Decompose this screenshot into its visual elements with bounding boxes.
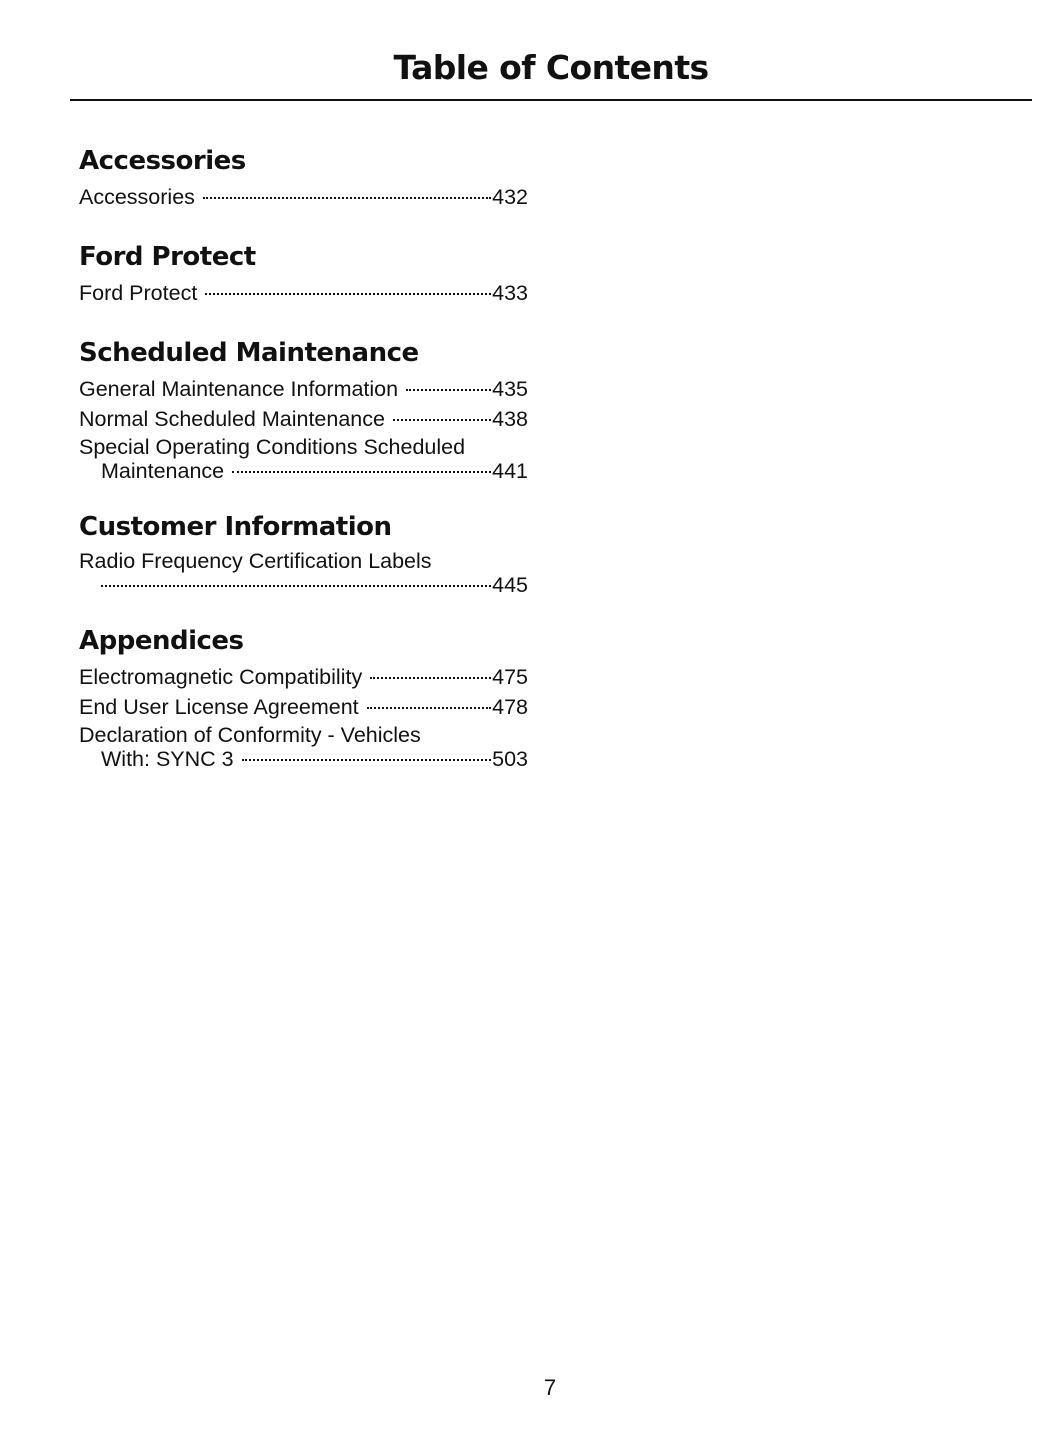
toc-entry[interactable] <box>79 374 528 404</box>
toc-entry-page: 433 <box>492 281 528 305</box>
section-heading: Ford Protect <box>79 242 256 272</box>
toc-entry-page: 445 <box>492 573 528 597</box>
toc-section-accessories <box>79 143 528 212</box>
toc-entry-label: Ford Protect <box>79 281 198 305</box>
section-heading: Customer Information <box>79 512 392 542</box>
section-heading: Accessories <box>79 146 246 176</box>
toc-entry-label: Declaration of Conformity - Vehicles <box>79 723 421 747</box>
page-number: 7 <box>543 1375 557 1400</box>
toc-entry-label: Accessories <box>79 185 195 209</box>
toc-entry-label: Electromagnetic Compatibility <box>79 665 363 689</box>
section-heading: Scheduled Maintenance <box>79 338 419 368</box>
toc-entry[interactable] <box>79 548 528 596</box>
toc-entry[interactable] <box>79 662 528 692</box>
toc-entry[interactable] <box>79 434 528 482</box>
dot-leader <box>393 419 491 421</box>
toc-entry-label-continued: With: SYNC 3 <box>101 747 234 771</box>
dot-leader <box>242 759 492 761</box>
table-of-contents <box>79 143 528 797</box>
toc-section-scheduled-maintenance <box>79 335 528 482</box>
dot-leader <box>101 585 491 587</box>
toc-entry-label: End User License Agreement <box>79 695 359 719</box>
dot-leader <box>205 293 491 295</box>
toc-entry-page: 438 <box>492 407 528 431</box>
toc-entry-label: Radio Frequency Certification Labels <box>79 549 432 573</box>
toc-entry-label-continued: Maintenance <box>101 459 225 483</box>
dot-leader <box>203 197 491 199</box>
dot-leader <box>406 389 491 391</box>
toc-entry[interactable] <box>79 692 528 722</box>
toc-entry-page: 475 <box>492 665 528 689</box>
toc-entry[interactable] <box>79 278 528 308</box>
toc-entry-label: General Maintenance Information <box>79 377 399 401</box>
toc-section-customer-information <box>79 509 528 596</box>
dot-leader <box>370 677 491 679</box>
dot-leader <box>232 471 491 473</box>
toc-entry-page: 435 <box>492 377 528 401</box>
title-divider <box>70 99 1032 101</box>
dot-leader <box>367 707 491 709</box>
toc-entry-page: 432 <box>492 185 528 209</box>
toc-entry-page: 441 <box>492 459 528 483</box>
toc-section-ford-protect <box>79 239 528 308</box>
toc-entry-label: Special Operating Conditions Scheduled <box>79 435 466 459</box>
page-title: Table of Contents <box>393 48 709 87</box>
section-heading: Appendices <box>79 626 244 656</box>
toc-entry[interactable] <box>79 722 528 770</box>
toc-entry-label: Normal Scheduled Maintenance <box>79 407 385 431</box>
toc-entry-page: 478 <box>492 695 528 719</box>
toc-entry-page: 503 <box>492 747 528 771</box>
toc-entry[interactable] <box>79 404 528 434</box>
toc-entry[interactable] <box>79 182 528 212</box>
toc-section-appendices <box>79 623 528 770</box>
